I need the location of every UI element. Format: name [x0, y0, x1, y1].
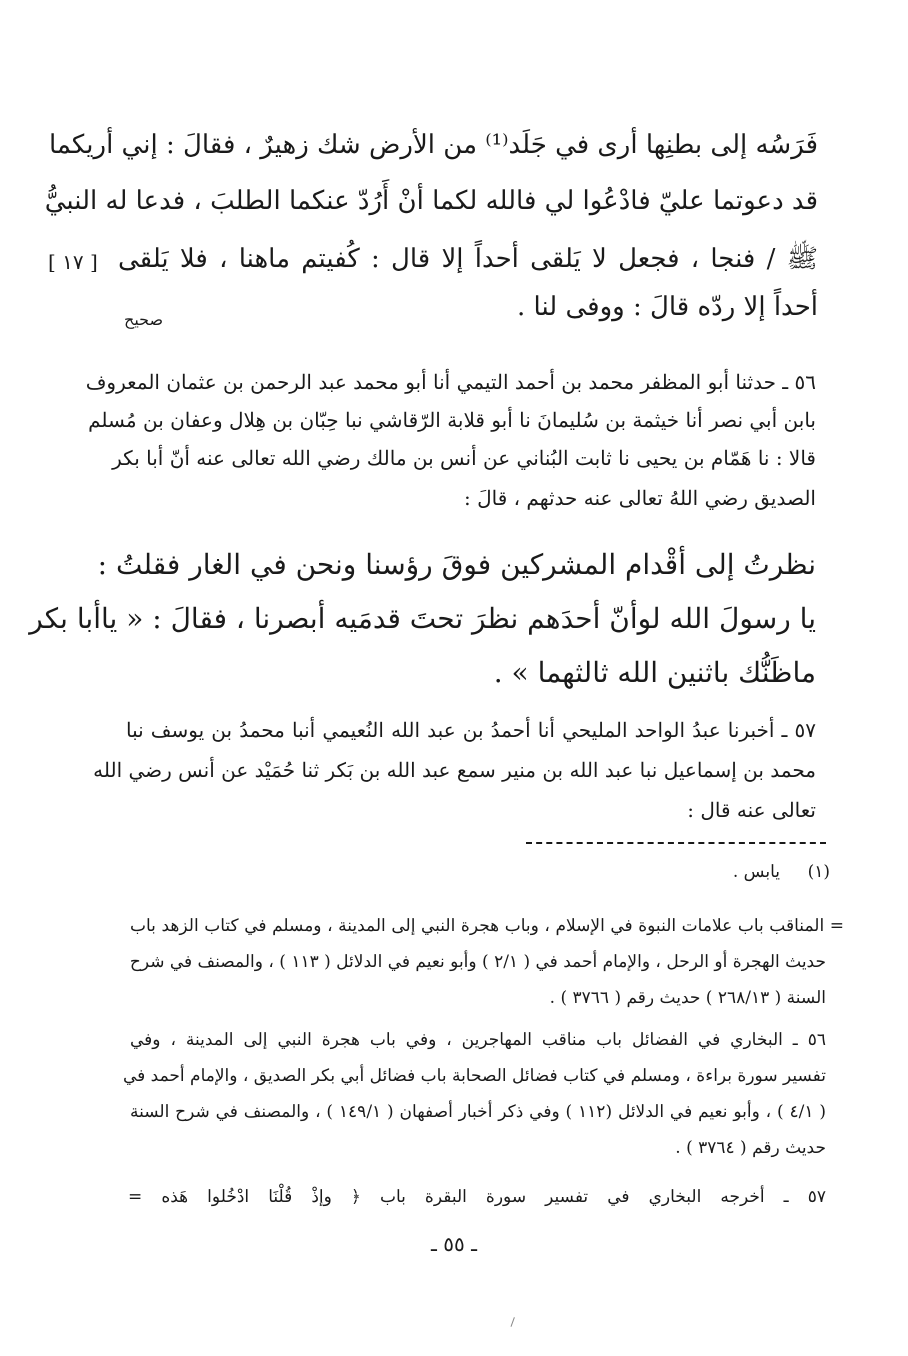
isnad-line: ٥٦ ـ حدثنا أبو المظفر محمد بن أحمد التيمي أنا أبو محمد عبد الرحمن بن عثمان المعروف	[85, 370, 816, 394]
hadith-text-line: يا رسولَ الله لوأنّ أحدَهم نظرَ تحتَ قدمَيه أبصرنا ، فقالَ : « ياأبا بكر	[29, 602, 816, 635]
footnote-number: (١)	[807, 862, 830, 882]
isnad-line: تعالى عنه قال :	[687, 798, 816, 822]
page-number: ـ ٥٥ ـ	[431, 1232, 477, 1256]
note-line: ( ٤/١ ) ، وأبو نعيم في الدلائل (١١٢ ) وفي ذكر أخبار أصفهان ( ١٤٩/١ ) ، والمصنف في شرح السنة	[130, 1102, 826, 1122]
note-line: حديث رقم ( ٣٧٦٤ ) .	[675, 1138, 826, 1158]
text-line: فَرَسُه إلى بطنِها أرى في جَلَد⁽¹⁾ من الأرض شك زهيرٌ ، فقالَ : إني أريكما	[48, 130, 818, 160]
isnad-line: ٥٧ ـ أخبرنا عبدُ الواحد المليحي أنا أحمدُ بن عبد الله النُعيمي أنبا محمدُ بن يوسف نبا	[126, 718, 816, 742]
isnad-line: قالا : نا هَمّام بن يحيى نا ثابت البُناني عن أنس بن مالك رضي الله تعالى عنه أنّ أبا بكر	[112, 446, 816, 470]
text-line: قد دعوتما عليّ فادْعُوا لي فالله لكما أنْ أَرُدّ عنكما الطلبَ ، فدعا له النبيُّ	[44, 186, 818, 216]
text-line: أحداً إلا ردّه قالَ : ووفى لنا .	[517, 292, 818, 322]
hadith-text-line: نظرتُ إلى أقْدام المشركين فوقَ رؤسنا ونحن في الغار فقلتُ :	[97, 548, 816, 581]
footnote-separator	[526, 842, 826, 844]
isnad-line: بابن أبي نصر أنا خيثمة بن سُليمانَ نا أبو قلابة الرّقاشي نبا حِبّان بن هِلال وعفان بن مُسلم	[88, 408, 816, 432]
note-line: = المناقب باب علامات النبوة في الإسلام ، وباب هجرة النبي إلى المدينة ، ومسلم في كتاب الزهد باب	[130, 916, 844, 936]
page-marker: [ ١٧ ]	[48, 250, 98, 274]
footnote-text: يابس .	[732, 862, 780, 882]
note-line: حديث الهجرة أو الرحل ، والإمام أحمد في ( ٢/١ ) وأبو نعيم في الدلائل ( ١١٣ ) ، والمصنف في شرح	[129, 952, 826, 972]
isnad-line: الصديق رضي اللهُ تعالى عنه حدثهم ، قالَ :	[463, 486, 816, 510]
note-line: ٥٧ ـ أخرجه البخاري في تفسير سورة البقرة باب ﴿ وإذْ قُلْنَا ادْخُلوا هَذه =	[128, 1187, 826, 1207]
note-line: ٥٦ ـ البخاري في الفضائل باب مناقب المهاجرين ، وفي باب هجرة النبي إلى المدينة ، وفي	[130, 1030, 826, 1050]
text-line: ﷺ / فنجا ، فجعل لا يَلقى أحداً إلا قال : كُفيتم ماهنا ، فلا يَلقى	[118, 244, 818, 274]
note-line: السنة ( ٢٦٨/١٣ ) حديث رقم ( ٣٧٦٦ ) .	[549, 988, 826, 1008]
grade-label: صحيح	[124, 310, 164, 329]
scan-mark	[511, 1317, 521, 1329]
note-line: تفسير سورة براءة ، ومسلم في كتاب فضائل الصحابة باب فضائل أبي بكر الصديق ، والإمام أحمد في	[122, 1066, 826, 1086]
hadith-text-line: ماظَنُّك باثنين الله ثالثهما » .	[493, 656, 816, 689]
isnad-line: محمد بن إسماعيل نبا عبد الله بن منير سمع عبد الله بن بَكر ثنا حُمَيْد عن أنس رضي الله	[93, 758, 816, 782]
